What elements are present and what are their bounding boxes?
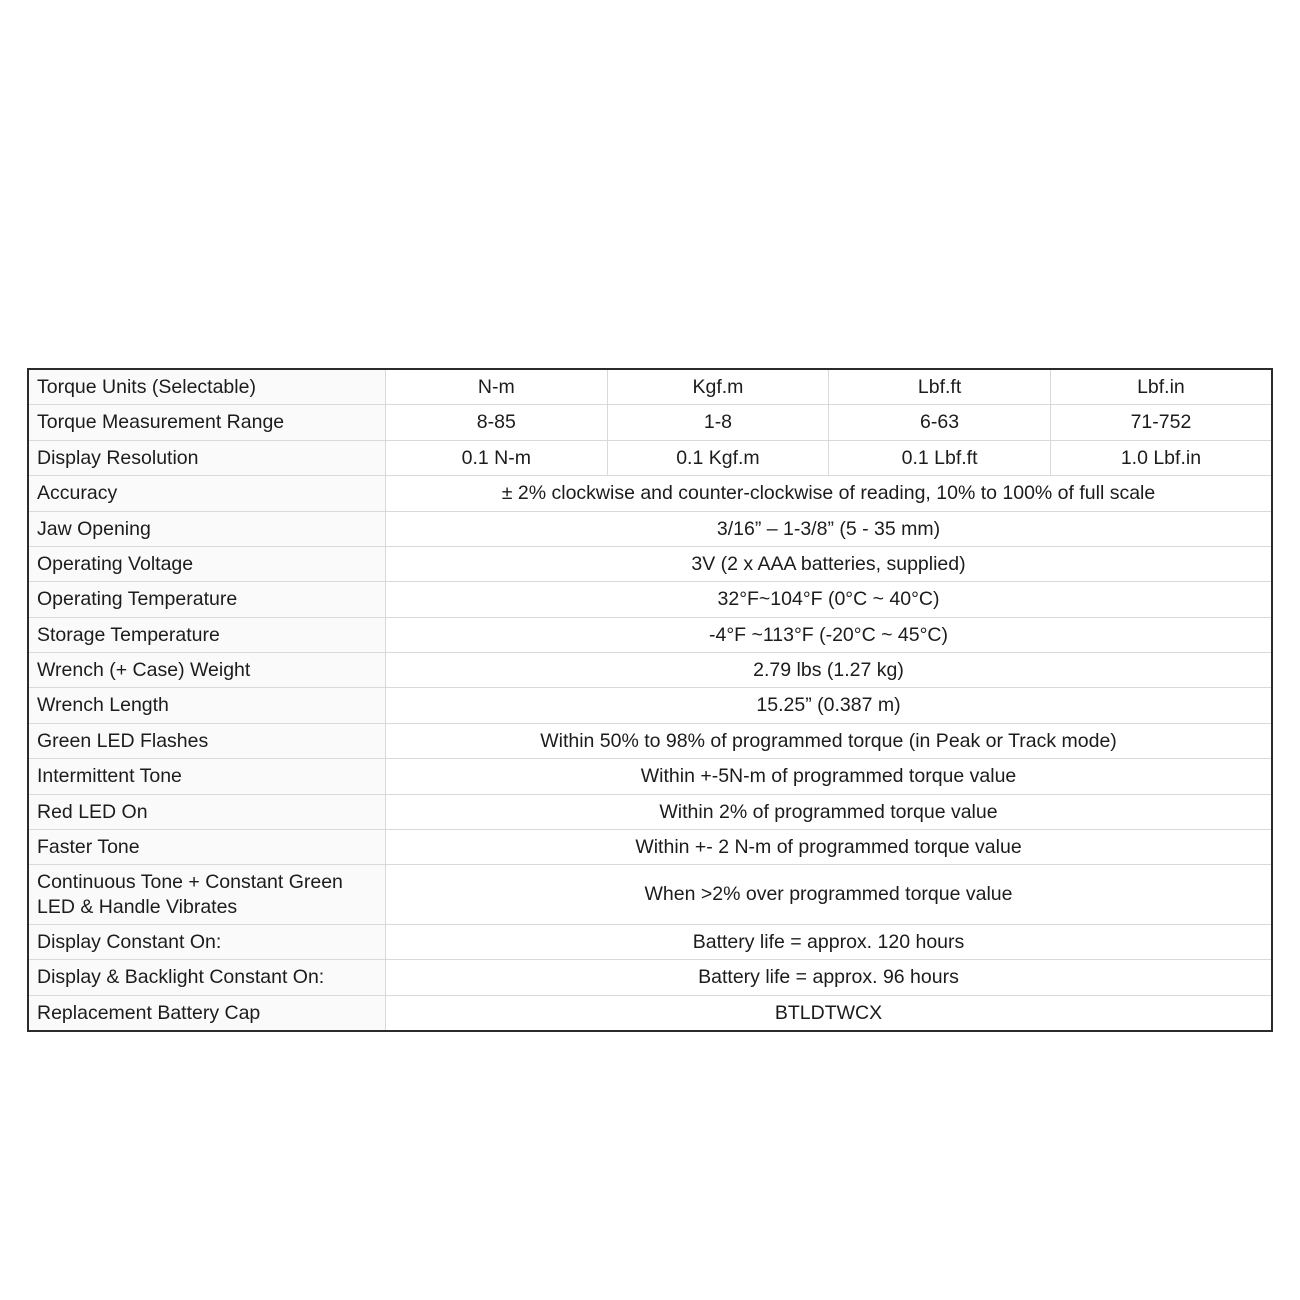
- table-row: [28, 794, 1272, 829]
- row-value: 3V (2 x AAA batteries, supplied): [386, 546, 1273, 581]
- row-value: 0.1 Kgf.m: [607, 440, 829, 475]
- row-value: 1.0 Lbf.in: [1050, 440, 1272, 475]
- row-value: N-m: [386, 369, 608, 405]
- table-row: [28, 440, 1272, 475]
- table-row: [28, 617, 1272, 652]
- row-value: ± 2% clockwise and counter-clockwise of reading, 10% to 100% of full scale: [386, 476, 1273, 511]
- row-label: Green LED Flashes: [28, 723, 386, 758]
- row-label: Torque Units (Selectable): [28, 369, 386, 405]
- row-value: 0.1 Lbf.ft: [829, 440, 1051, 475]
- table-row: [28, 369, 1272, 405]
- row-value: -4°F ~113°F (-20°C ~ 45°C): [386, 617, 1273, 652]
- table-row: [28, 582, 1272, 617]
- row-value: Battery life = approx. 120 hours: [386, 925, 1273, 960]
- row-label: Continuous Tone + Constant Green LED & Handle Vibrates: [28, 865, 386, 925]
- row-label: Storage Temperature: [28, 617, 386, 652]
- row-label: Display Resolution: [28, 440, 386, 475]
- row-value: 15.25” (0.387 m): [386, 688, 1273, 723]
- row-value: 8-85: [386, 405, 608, 440]
- row-label: Jaw Opening: [28, 511, 386, 546]
- row-value: When >2% over programmed torque value: [386, 865, 1273, 925]
- row-label: Replacement Battery Cap: [28, 995, 386, 1031]
- table-row: [28, 960, 1272, 995]
- table-row: [28, 546, 1272, 581]
- row-value: 0.1 N-m: [386, 440, 608, 475]
- table-row: [28, 925, 1272, 960]
- row-label: Operating Temperature: [28, 582, 386, 617]
- row-label: Red LED On: [28, 794, 386, 829]
- table-row: [28, 688, 1272, 723]
- row-label: Display & Backlight Constant On:: [28, 960, 386, 995]
- row-value: Lbf.ft: [829, 369, 1051, 405]
- table-row: [28, 723, 1272, 758]
- table-row: [28, 759, 1272, 794]
- row-value: Battery life = approx. 96 hours: [386, 960, 1273, 995]
- row-value: 2.79 lbs (1.27 kg): [386, 653, 1273, 688]
- row-value: 1-8: [607, 405, 829, 440]
- row-value: BTLDTWCX: [386, 995, 1273, 1031]
- table-row: [28, 476, 1272, 511]
- row-value: Lbf.in: [1050, 369, 1272, 405]
- row-label: Operating Voltage: [28, 546, 386, 581]
- specifications-table-container: [27, 368, 1273, 1032]
- row-label: Wrench Length: [28, 688, 386, 723]
- row-label: Faster Tone: [28, 829, 386, 864]
- row-value: 32°F~104°F (0°C ~ 40°C): [386, 582, 1273, 617]
- row-label: Accuracy: [28, 476, 386, 511]
- row-label: Display Constant On:: [28, 925, 386, 960]
- table-row: [28, 511, 1272, 546]
- table-row: [28, 865, 1272, 925]
- row-value: Within +- 2 N-m of programmed torque value: [386, 829, 1273, 864]
- table-body: [28, 369, 1272, 1031]
- specifications-table: [27, 368, 1273, 1032]
- row-label: Wrench (+ Case) Weight: [28, 653, 386, 688]
- row-value: 6-63: [829, 405, 1051, 440]
- row-value: 71-752: [1050, 405, 1272, 440]
- row-value: Within +-5N-m of programmed torque value: [386, 759, 1273, 794]
- row-value: 3/16” – 1-3/8” (5 - 35 mm): [386, 511, 1273, 546]
- row-value: Within 50% to 98% of programmed torque (in Peak or Track mode): [386, 723, 1273, 758]
- table-row: [28, 405, 1272, 440]
- row-value: Kgf.m: [607, 369, 829, 405]
- row-value: Within 2% of programmed torque value: [386, 794, 1273, 829]
- table-row: [28, 653, 1272, 688]
- row-label: Torque Measurement Range: [28, 405, 386, 440]
- row-label: Intermittent Tone: [28, 759, 386, 794]
- table-row: [28, 995, 1272, 1031]
- table-row: [28, 829, 1272, 864]
